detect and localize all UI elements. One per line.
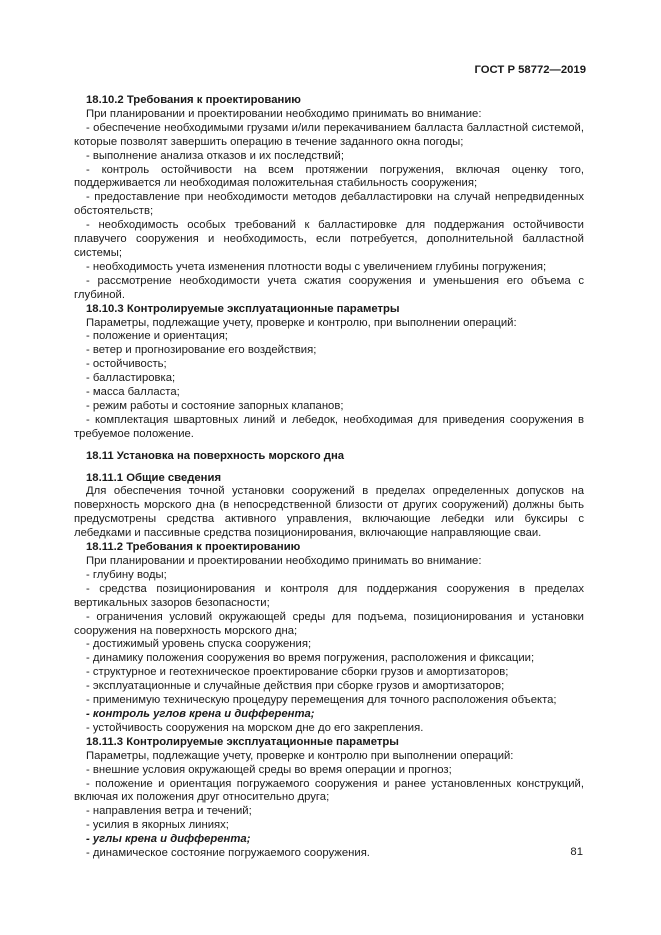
section-heading-18-10-3: 18.10.3 Контролируемые эксплуатационные параметры	[86, 302, 400, 315]
section-heading-18-10-2: 18.10.2 Требования к проектированию	[86, 94, 301, 106]
paragraph: При планировании и проектировании необходимо принимать во внимание:	[86, 555, 482, 567]
list-item: - внешние условия окружающей среды во время операции и прогноз;	[86, 763, 452, 776]
emphasized-list-item: - углы крена и дифферента;	[86, 833, 251, 846]
list-item: - ветер и прогнозирование его воздействия;	[86, 344, 317, 357]
list-item: - остойчивость;	[86, 358, 167, 371]
list-item: - средства позиционирования и контроля для поддержания сооружения в пределах вертикальных зазоров безопасности;	[74, 582, 584, 609]
section-heading-18-11-2: 18.11.2 Требования к проектированию	[86, 541, 301, 554]
list-item: - масса балласта;	[86, 386, 180, 399]
list-item: - необходимость учета изменения плотности воды с увеличением глубины погружения;	[86, 260, 547, 273]
section-heading-18-11-3: 18.11.3 Контролируемые эксплуатационные параметры	[86, 735, 399, 748]
paragraph: Параметры, подлежащие учету, проверке и контролю при выполнении операций:	[86, 749, 514, 762]
list-item: - структурное и геотехническое проектирование сборки грузов и амортизаторов;	[86, 666, 509, 679]
paragraph: Параметры, подлежащие учету, проверке и контролю, при выполнении операций:	[86, 316, 517, 329]
list-item: - усилия в якорных линиях;	[86, 819, 229, 832]
list-item: - балластировка;	[86, 372, 176, 385]
page-number: 81	[570, 846, 583, 858]
list-item: - комплектация швартовных линий и лебедок, необходимая для приведения сооружения в требуемое положение.	[74, 413, 584, 440]
list-item: - применимую техническую процедуру перемещения для точного расположения объекта;	[86, 694, 557, 707]
list-item: - рассмотрение необходимости учета сжатия сооружения и уменьшения его объема с глубиной.	[74, 274, 584, 301]
list-item: - обеспечение необходимыми грузами и/или перекачиванием балласта балластной системой, которые позволят завершить операцию в течение заданного окна погоды;	[74, 121, 584, 148]
list-item: - динамическое состояние погружаемого сооружения.	[86, 847, 370, 860]
list-item: - направления ветра и течений;	[86, 805, 252, 818]
list-item: - предоставление при необходимости методов дебалластировки на случай непредвиденных обстоятельств;	[74, 191, 584, 218]
section-heading-18-11: 18.11 Установка на поверхность морского дна	[86, 449, 345, 462]
list-item: - глубину воды;	[86, 568, 167, 581]
standard-code: ГОСТ Р 58772—2019	[474, 64, 586, 76]
list-item: - контроль остойчивости на всем протяжении погружения, включая оценку того, поддерживается ли необходимая положительная стабильность сооружения;	[74, 163, 584, 190]
emphasized-list-item: - контроль углов крена и дифферента;	[86, 707, 315, 720]
list-item: - положение и ориентация погружаемого сооружения и ранее установленных конструкций, включая их положения друг относительно друга;	[74, 777, 584, 804]
list-item: - режим работы и состояние запорных клапанов;	[86, 399, 344, 412]
list-item: - необходимость особых требований к балластировке для поддержания остойчивости плавучего сооружения и необходимость, если потребуется, дополнительной балластной системы;	[74, 219, 584, 259]
list-item: - эксплуатационные и случайные действия при сборке грузов и амортизаторов;	[86, 680, 505, 693]
list-item: - достижимый уровень спуска сооружения;	[86, 638, 312, 651]
paragraph: При планировании и проектировании необходимо принимать во внимание:	[86, 107, 482, 120]
list-item: - выполнение анализа отказов и их последствий;	[86, 149, 344, 162]
section-heading-18-11-1: 18.11.1 Общие сведения	[86, 471, 222, 484]
list-item: - динамику положения сооружения во время погружения, расположения и фиксации;	[86, 652, 535, 665]
paragraph: Для обеспечения точной установки сооружений в пределах определенных допусков на поверхность морского дна (в непосредственной близости от других сооружений) должны быть предусмотрены средства активного управления, включающие лебедки или буксиры с лебедками и пассивные средства позиционирования, включающие направляющие сваи.	[74, 485, 584, 540]
list-item: - положение и ориентация;	[86, 330, 228, 343]
list-item: - устойчивость сооружения на морском дне до его закрепления.	[86, 721, 424, 734]
page-content	[74, 94, 584, 861]
list-item: - ограничения условий окружающей среды для подъема, позиционирования и установки сооружения на поверхность морского дна;	[74, 610, 584, 637]
